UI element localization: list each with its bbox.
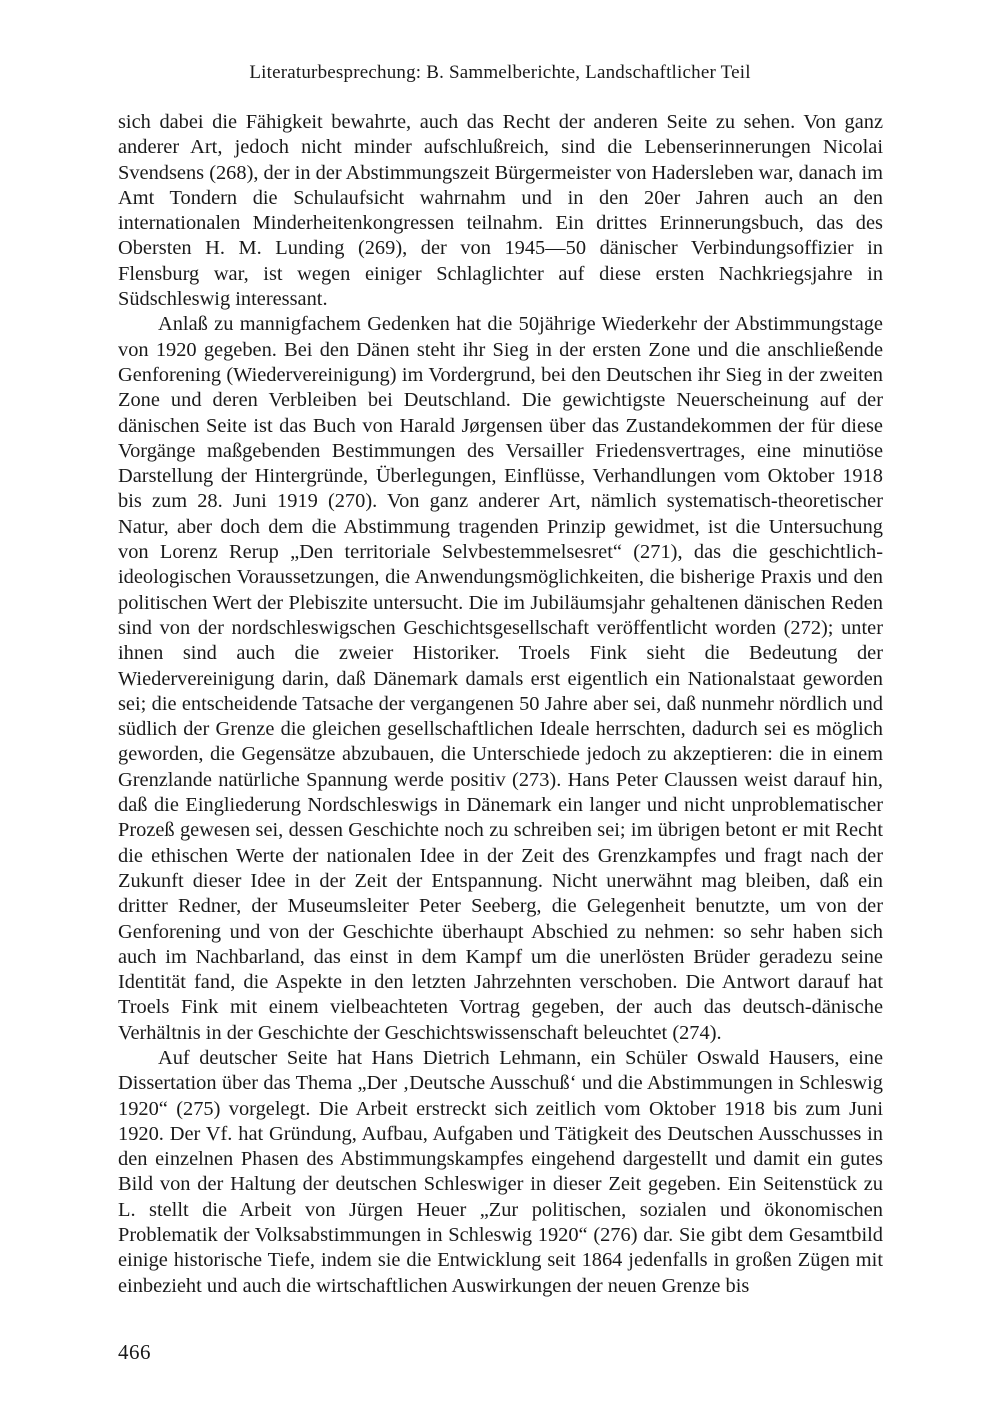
page-number: 466 bbox=[118, 1340, 151, 1364]
running-header: Literaturbesprechung: B. Sammelberichte, Landschaftlicher Teil bbox=[249, 62, 751, 83]
paragraph: sich dabei die Fähigkeit bewahrte, auch das Recht der anderen Seite zu sehen. Von ganz anderer Art, jedoch nicht minder aufschlußreich, sind die Lebenserinnerungen Nicolai Svendsens (268), der in der Abstimmungszeit Bürgermeister von Hadersleben war, danach im Amt Tondern die Schulaufsicht wahrnahm und in den 20er Jahren auch an den internationalen Minderheitenkongressen teilnahm. Ein drittes Erinnerungsbuch, das des Obersten H. M. Lunding (269), der von 1945—50 dänischer Verbindungsoffizier in Flensburg war, ist wegen einiger Schlaglichter auf diese ersten Nachkriegsjahre in Südschleswig interessant. bbox=[118, 111, 883, 311]
paragraph: Anlaß zu mannigfachem Gedenken hat die 50jährige Wiederkehr der Abstimmungstage von 1920 gegeben. Bei den Dänen steht ihr Sieg in der ersten Zone und die anschließende Genforening (Wiedervereinigung) im Vordergrund, bei den Deutschen ihr Sieg in der zweiten Zone und deren Verbleiben bei Deutschland. Die gewichtigste Neuerscheinung auf der dänischen Seite ist das Buch von Harald Jørgensen über das Zustandekommen der für diese Vorgänge maßgebenden Bestimmungen des Versailler Friedensvertrages, eine minutiöse Darstellung der Hintergründe, Überlegungen, Einflüsse, Verhandlungen vom Oktober 1918 bis zum 28. Juni 1919 (270). Von ganz anderer Art, nämlich systematisch-theoretischer Natur, aber doch dem die Abstimmung tragenden Prinzip gewidmet, ist die Untersuchung von Lorenz Rerup „Den territoriale Selvbestemmelsesret“ (271), das die geschichtlich-ideologischen Voraussetzungen, die Anwendungsmöglichkeiten, die bisherige Praxis und den politischen Wert der Plebiszite untersucht. Die im Jubiläumsjahr gehaltenen dänischen Reden sind von der nordschleswigschen Geschichtsgesellschaft veröffentlicht worden (272); unter ihnen sind auch die zweier Historiker. Troels Fink sieht die Bedeutung der Wiedervereinigung darin, daß Dänemark damals erst eigentlich ein Nationalstaat geworden sei; die entscheidende Tatsache der vergangenen 50 Jahre aber sei, daß nunmehr nördlich und südlich der Grenze die gleichen gesellschaftlichen Ideale herrschten, dadurch sei es möglich geworden, die Gegensätze abzubauen, die Unterschiede jedoch zu akzeptieren: die in einem Grenzlande natürliche Spannung werde positiv (273). Hans Peter Claussen weist darauf hin, daß die Eingliederung Nordschleswigs in Dänemark ein langer und nicht unproblematischer Prozeß gewesen sei, dessen Geschichte noch zu schreiben sei; im übrigen betont er mit Recht die ethischen Werte der nationalen Idee in der Zeit des Grenzkampfes und fragt nach der Zukunft dieser Idee in der Zeit der Entspannung. Nicht unerwähnt mag bleiben, daß ein dritter Redner, der Museumsleiter Peter Seeberg, die Gelegenheit benutzte, um von der Genforening und von der Geschichte überhaupt Abschied zu nehmen: so sehr haben sich auch im Nachbarland, das einst in dem Kampf um die unerlösten Brüder geradezu seine Identität fand, die Aspekte in den letzten Jahrzehnten verschoben. Die Antwort darauf hat Troels Fink mit einem vielbeachteten Vortrag gegeben, der auch das deutsch-dänische Verhältnis in der Geschichte der Geschichtswissenschaft beleuchtet (274). bbox=[118, 313, 883, 1044]
body-text bbox=[118, 110, 883, 1299]
paragraph: Auf deutscher Seite hat Hans Dietrich Lehmann, ein Schüler Oswald Hausers, eine Dissertation über das Thema „Der ‚Deutsche Ausschuß‘ und die Abstimmungen in Schleswig 1920“ (275) vorgelegt. Die Arbeit erstreckt sich zeitlich vom Oktober 1918 bis zum Juni 1920. Der Vf. hat Gründung, Aufbau, Aufgaben und Tätigkeit des Deutschen Ausschusses in den einzelnen Phasen des Abstimmungskampfes eingehend dargestellt und damit ein gutes Bild von der Haltung der deutschen Schleswiger in dieser Zeit gegeben. Ein Seitenstück zu L. stellt die Arbeit von Jürgen Heuer „Zur politischen, sozialen und ökonomischen Problematik der Volksabstimmungen in Schleswig 1920“ (276) dar. Sie gibt dem Gesamtbild einige historische Tiefe, indem sie die Entwicklung seit 1864 jedenfalls in großen Zügen mit einbezieht und auch die wirtschaftlichen Auswirkungen der neuen Grenze bis bbox=[118, 1046, 883, 1297]
